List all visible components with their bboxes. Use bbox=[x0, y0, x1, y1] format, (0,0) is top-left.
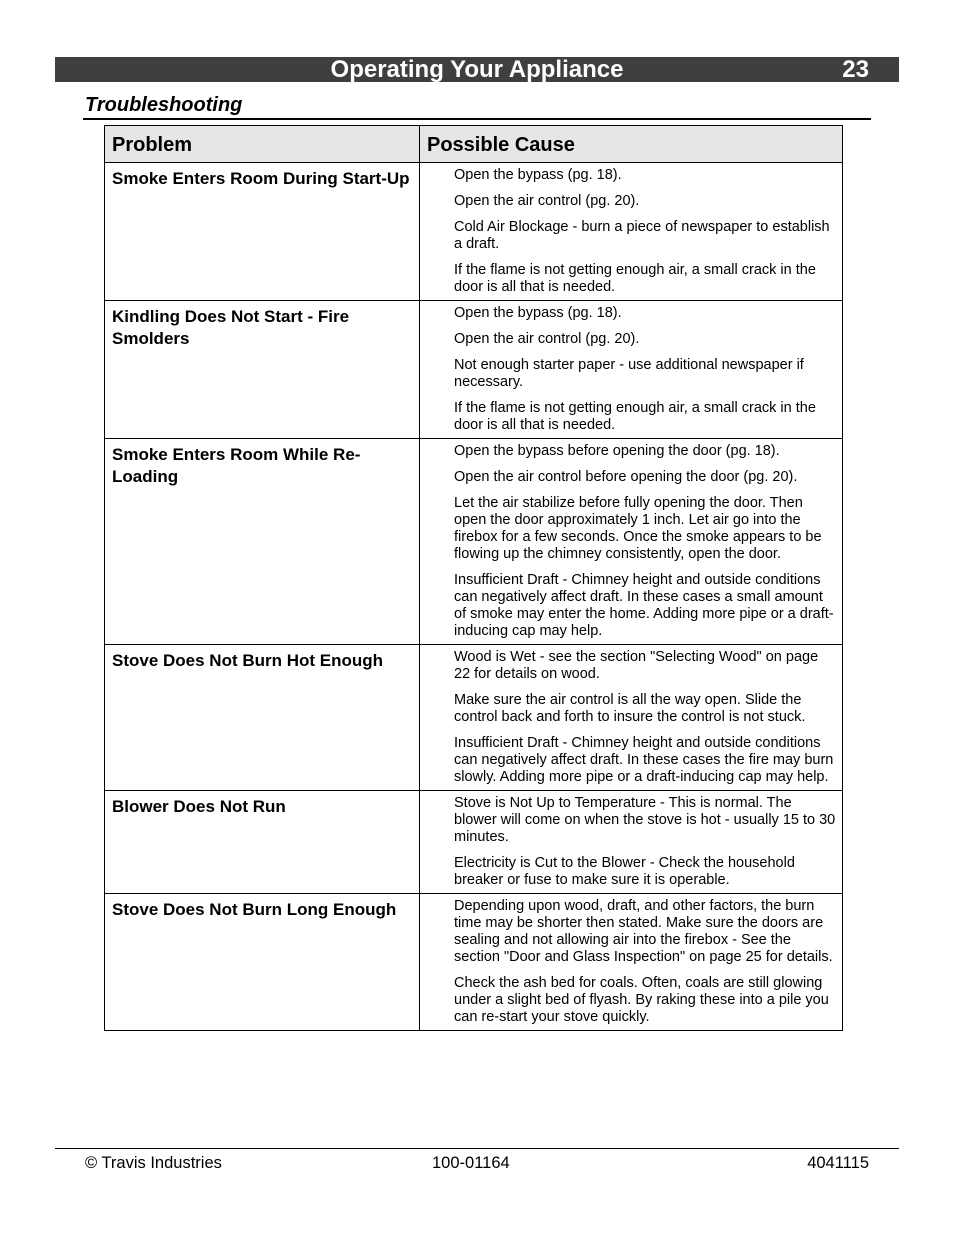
table-row bbox=[105, 791, 843, 894]
cause-item: Open the bypass (pg. 18). bbox=[454, 305, 622, 321]
cause-item: Open the air control (pg. 20). bbox=[454, 331, 640, 347]
section-divider bbox=[83, 118, 871, 120]
footer-copyright: © Travis Industries bbox=[85, 1154, 222, 1172]
page-number: 23 bbox=[842, 56, 869, 83]
problem-cell: Smoke Enters Room While Re-Loading bbox=[105, 439, 420, 645]
problem-cell: Smoke Enters Room During Start-Up bbox=[105, 163, 420, 301]
problem-cell: Stove Does Not Burn Long Enough bbox=[105, 894, 420, 1031]
page-title: Operating Your Appliance bbox=[330, 56, 624, 83]
table-row bbox=[105, 894, 843, 1031]
column-header-problem: Problem bbox=[105, 126, 420, 163]
cause-item: Wood is Wet - see the section "Selecting Wood" on page 22 for details on wood. bbox=[454, 649, 819, 682]
causes-cell bbox=[420, 301, 843, 439]
cause-item: Open the bypass (pg. 18). bbox=[454, 167, 622, 183]
cause-item: Make sure the air control is all the way open. Slide the control back and forth to insure the control is not stuck. bbox=[454, 692, 806, 725]
causes-cell bbox=[420, 163, 843, 301]
cause-item: Insufficient Draft - Chimney height and outside conditions can negatively affect draft. In these cases the fire may burn slowly. Adding more pipe or a draft-inducing cap may help. bbox=[454, 735, 834, 785]
footer-doc-number: 100-01164 bbox=[432, 1154, 510, 1172]
cause-item: Electricity is Cut to the Blower - Check the household breaker or fuse to make sure it is operable. bbox=[454, 855, 795, 888]
footer-divider bbox=[55, 1148, 899, 1149]
cause-item: Open the air control before opening the door (pg. 20). bbox=[454, 469, 798, 485]
table-row bbox=[105, 163, 843, 301]
problem-cell: Blower Does Not Run bbox=[105, 791, 420, 894]
problem-cell: Stove Does Not Burn Hot Enough bbox=[105, 645, 420, 791]
column-header-possible-cause: Possible Cause bbox=[420, 126, 843, 163]
cause-item: Open the bypass before opening the door (pg. 18). bbox=[454, 443, 780, 459]
table-header-row bbox=[105, 126, 843, 163]
causes-cell bbox=[420, 791, 843, 894]
causes-cell bbox=[420, 439, 843, 645]
cause-item: If the flame is not getting enough air, a small crack in the door is all that is needed. bbox=[454, 262, 816, 295]
cause-item: Insufficient Draft - Chimney height and outside conditions can negatively affect draft. In these cases a small amount of smoke may enter the home. Adding more pipe or a draft-inducing cap may help. bbox=[454, 572, 834, 639]
table-row bbox=[105, 301, 843, 439]
table-row bbox=[105, 439, 843, 645]
page-header-bar bbox=[55, 57, 899, 82]
cause-item: Check the ash bed for coals. Often, coals are still glowing under a slight bed of flyash. By raking these into a pile you can re-start your stove quickly. bbox=[454, 975, 829, 1025]
footer-revision: 4041115 bbox=[807, 1154, 869, 1172]
cause-item: If the flame is not getting enough air, a small crack in the door is all that is needed. bbox=[454, 400, 816, 433]
cause-item: Cold Air Blockage - burn a piece of newspaper to establish a draft. bbox=[454, 219, 830, 252]
cause-item: Open the air control (pg. 20). bbox=[454, 193, 640, 209]
causes-cell bbox=[420, 894, 843, 1031]
problem-cell: Kindling Does Not Start - Fire Smolders bbox=[105, 301, 420, 439]
troubleshooting-table bbox=[104, 125, 843, 1031]
cause-item: Not enough starter paper - use additional newspaper if necessary. bbox=[454, 357, 804, 390]
causes-cell bbox=[420, 645, 843, 791]
cause-item: Stove is Not Up to Temperature - This is normal. The blower will come on when the stove is hot - usually 15 to 30 minutes. bbox=[454, 795, 836, 845]
section-title: Troubleshooting bbox=[85, 94, 243, 116]
table-row bbox=[105, 645, 843, 791]
cause-item: Depending upon wood, draft, and other factors, the burn time may be shorter then stated. Make sure the doors are sealing and not allowing air into the firebox - See the section "Door and Glass Inspection" on page 25 for details. bbox=[454, 898, 833, 965]
cause-item: Let the air stabilize before fully opening the door. Then open the door approximately 1 inch. Let air go into the firebox for a few seconds. Once the smoke appears to be flowing up the chimney consistently, open the door. bbox=[454, 495, 822, 562]
